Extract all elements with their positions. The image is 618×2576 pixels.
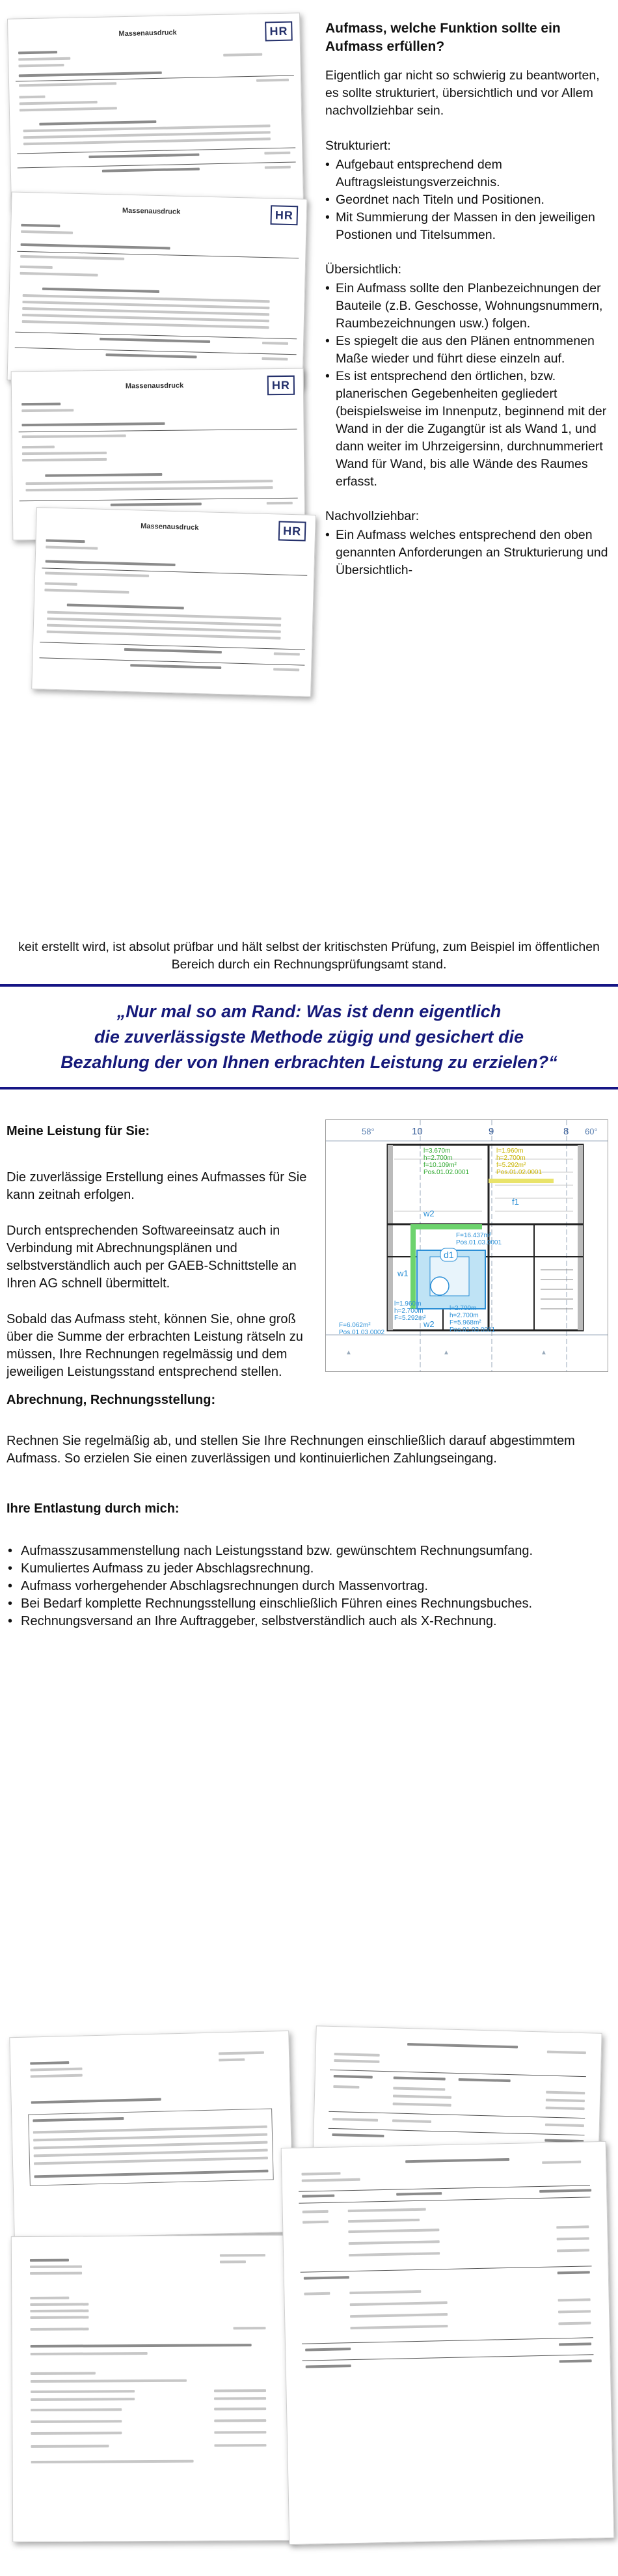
svg-text:▲: ▲ [541, 1349, 547, 1356]
company-logo: HR [265, 21, 293, 42]
dimension-label: l=3.670m [423, 1147, 451, 1155]
invoice-book-sheet [9, 2031, 293, 2239]
traceable-list [325, 527, 611, 579]
list-item: • Es spiegelt die aus den Plänen entnommenen Maße wieder und führt diese einzeln auf. [325, 333, 611, 368]
list-item: • Rechnungsversand an Ihre Auftraggeber, selbstverständlich auch als X-Rechnung. [7, 1613, 611, 1630]
list-item: • Es ist entsprechend den örtlichen, bzw. planerischen Gegebenheiten gegliedert (beispielsweise im Innenputz, beginnend mit der Wand in der die Zugangtür ist als Wand 1, und dann weiter im Uhrzeigersinn, durchnummeriert Wand für Wand, bis alle Wände des Raumes erfasst. [325, 368, 611, 491]
service-paragraph: Die zuverlässige Erstellung eines Aufmasses für Sie kann zeitnah erfolgen. [7, 1170, 307, 1202]
dimension-label: h=2.700m [394, 1308, 423, 1315]
quote-line: „Nur mal so am Rand: Was ist denn eigentlich [116, 1002, 502, 1021]
intro-heading: Aufmass, welche Funktion sollte ein Aufmass erfüllen? [325, 21, 561, 54]
wall-label: f1 [512, 1197, 519, 1207]
billing-text: Rechnen Sie regelmäßig ab, und stellen Sie Ihre Rechnungen einschließlich darauf abgestimmtem Aufmass. So erzielen Sie einen zuverlässigen und kontinuierlichen Zahlungseingang. [7, 1434, 575, 1466]
dimension-label: h=2.700m [423, 1155, 453, 1162]
list-item: • Kumuliertes Aufmass zu jeder Abschlagsrechnung. [7, 1560, 611, 1578]
dimension-label: Pos.01.03.0001 [456, 1239, 502, 1246]
billing-section [7, 1391, 611, 1468]
structured-title: Strukturiert: [325, 139, 391, 153]
axis-label: 10 [412, 1126, 423, 1137]
sheet-title: Massenausdruck [125, 381, 184, 391]
service-paragraph: Durch entsprechenden Softwareeinsatz auch in Verbindung mit Abrechnungsplänen und selbstverständlich auch per GAEB-Schnittstelle an Ihren AG schnell übermittelt. [7, 1224, 297, 1291]
svg-text:60°: 60° [585, 1127, 598, 1136]
dimension-label: l=1.960m [394, 1300, 422, 1308]
relief-section [7, 1500, 611, 1630]
traceable-title: Nachvollziehbar: [325, 509, 420, 523]
company-logo: HR [267, 376, 295, 395]
mass-printout-sheet [31, 507, 316, 697]
svg-text:▲: ▲ [345, 1349, 352, 1356]
dimension-label: f=10.109m² [423, 1162, 457, 1169]
structured-list [325, 156, 611, 244]
company-logo: HR [270, 205, 298, 225]
floor-plan-svg [326, 1120, 608, 1371]
quote [0, 999, 618, 1075]
invoice-letter-sheet [11, 2235, 295, 2542]
divider-line [0, 1087, 618, 1089]
dimension-label: F=16.437m² [456, 1232, 492, 1239]
svg-text:▲: ▲ [443, 1349, 450, 1356]
quote-line: Bezahlung der von Ihnen erbrachten Leistung zu erzielen?“ [60, 1052, 558, 1072]
mass-printout-sheet [7, 12, 304, 210]
list-item: • Ein Aufmass sollte den Planbezeichnungen der Bauteile (z.B. Geschosse, Wohnungsnummern, Raumbezeichnungen usw.) folgen. [325, 280, 611, 333]
list-item: • Bei Bedarf komplette Rechnungsstellung einschließlich Führen eines Rechnungsbuches. [7, 1595, 611, 1613]
axis-label: 9 [489, 1126, 494, 1137]
service-paragraph: Sobald das Aufmass steht, können Sie, ohne groß über die Summe der erbrachten Leistung rätseln zu müssen, Ihre Rechnungen regelmässig und dem jeweiligen Leistungsstand entsprechend stellen. [7, 1312, 303, 1379]
wall-label: w2 [423, 1319, 435, 1329]
svg-text:58°: 58° [362, 1127, 375, 1136]
list-item: • Aufgebaut entsprechend dem Auftragsleistungsverzeichnis. [325, 156, 611, 191]
dimension-label: F=5.292m² [394, 1315, 426, 1322]
dimension-label: f=5.292m² [496, 1162, 526, 1169]
sheet-title: Massenausdruck [122, 206, 181, 216]
intro-paragraph: Eigentlich gar nicht so schwierig zu beantworten, es sollte strukturiert, übersichtlich und vor Allem nachvollziehbar sein. [325, 68, 600, 118]
dimension-label: h=2.700m [496, 1155, 526, 1162]
sheet-title: Massenausdruck [118, 29, 177, 38]
list-item: • Ein Aufmass welches entsprechend den oben genannten Anforderungen an Strukturierung und Übersichtlich- [325, 527, 611, 579]
dimension-label: Pos.01.03.0002 [339, 1329, 385, 1336]
relief-list [7, 1542, 611, 1630]
dimension-label: Pos.01.03.0001 [450, 1326, 496, 1334]
wall-label: w2 [423, 1209, 435, 1218]
dimension-label: l=1.960m [496, 1147, 524, 1155]
divider-line [0, 984, 618, 987]
clear-list [325, 280, 611, 491]
intro-text [325, 20, 611, 579]
service-heading: Meine Leistung für Sie: [7, 1124, 150, 1138]
invoice-detail-sheet [281, 2141, 615, 2545]
axis-label: 8 [563, 1126, 569, 1137]
room-label: d1 [444, 1250, 454, 1260]
dimension-label: h=2.700m [450, 1312, 479, 1319]
list-item: • Aufmasszusammenstellung nach Leistungsstand bzw. gewünschtem Rechnungsumfang. [7, 1542, 611, 1560]
mass-printout-sheet [7, 191, 308, 387]
list-item: • Aufmass vorhergehender Abschlagsrechnungen durch Massenvortrag. [7, 1578, 611, 1595]
dimension-label: F=6.062m² [339, 1322, 371, 1329]
dimension-label: Pos.01.02.0001 [423, 1169, 470, 1176]
dimension-label: l=2.700m [450, 1305, 477, 1312]
traceable-continuation: keit erstellt wird, ist absolut prüfbar und hält selbst der kritischsten Prüfung, zum Beispiel im öffentlichen Bereich durch ein Rechnungsprüfungsamt stand. [18, 940, 600, 972]
billing-heading: Abrechnung, Rechnungsstellung: [7, 1393, 216, 1407]
dimension-label: Pos.01.02.0001 [496, 1169, 543, 1176]
clear-title: Übersichtlich: [325, 262, 402, 277]
company-logo: HR [278, 521, 306, 541]
sheet-title: Massenausdruck [141, 522, 199, 532]
wall-label: w1 [397, 1268, 409, 1278]
service-section [7, 1123, 312, 1399]
list-item: • Geordnet nach Titeln und Positionen. [325, 191, 611, 209]
dimension-label: F=5.968m² [450, 1319, 481, 1326]
quote-line: die zuverlässigste Methode zügig und gesichert die [94, 1027, 524, 1047]
list-item: • Mit Summierung der Massen in den jeweiligen Postionen und Titelsummen. [325, 209, 611, 244]
relief-heading: Ihre Entlastung durch mich: [7, 1501, 180, 1516]
floor-plan-drawing [325, 1119, 608, 1372]
